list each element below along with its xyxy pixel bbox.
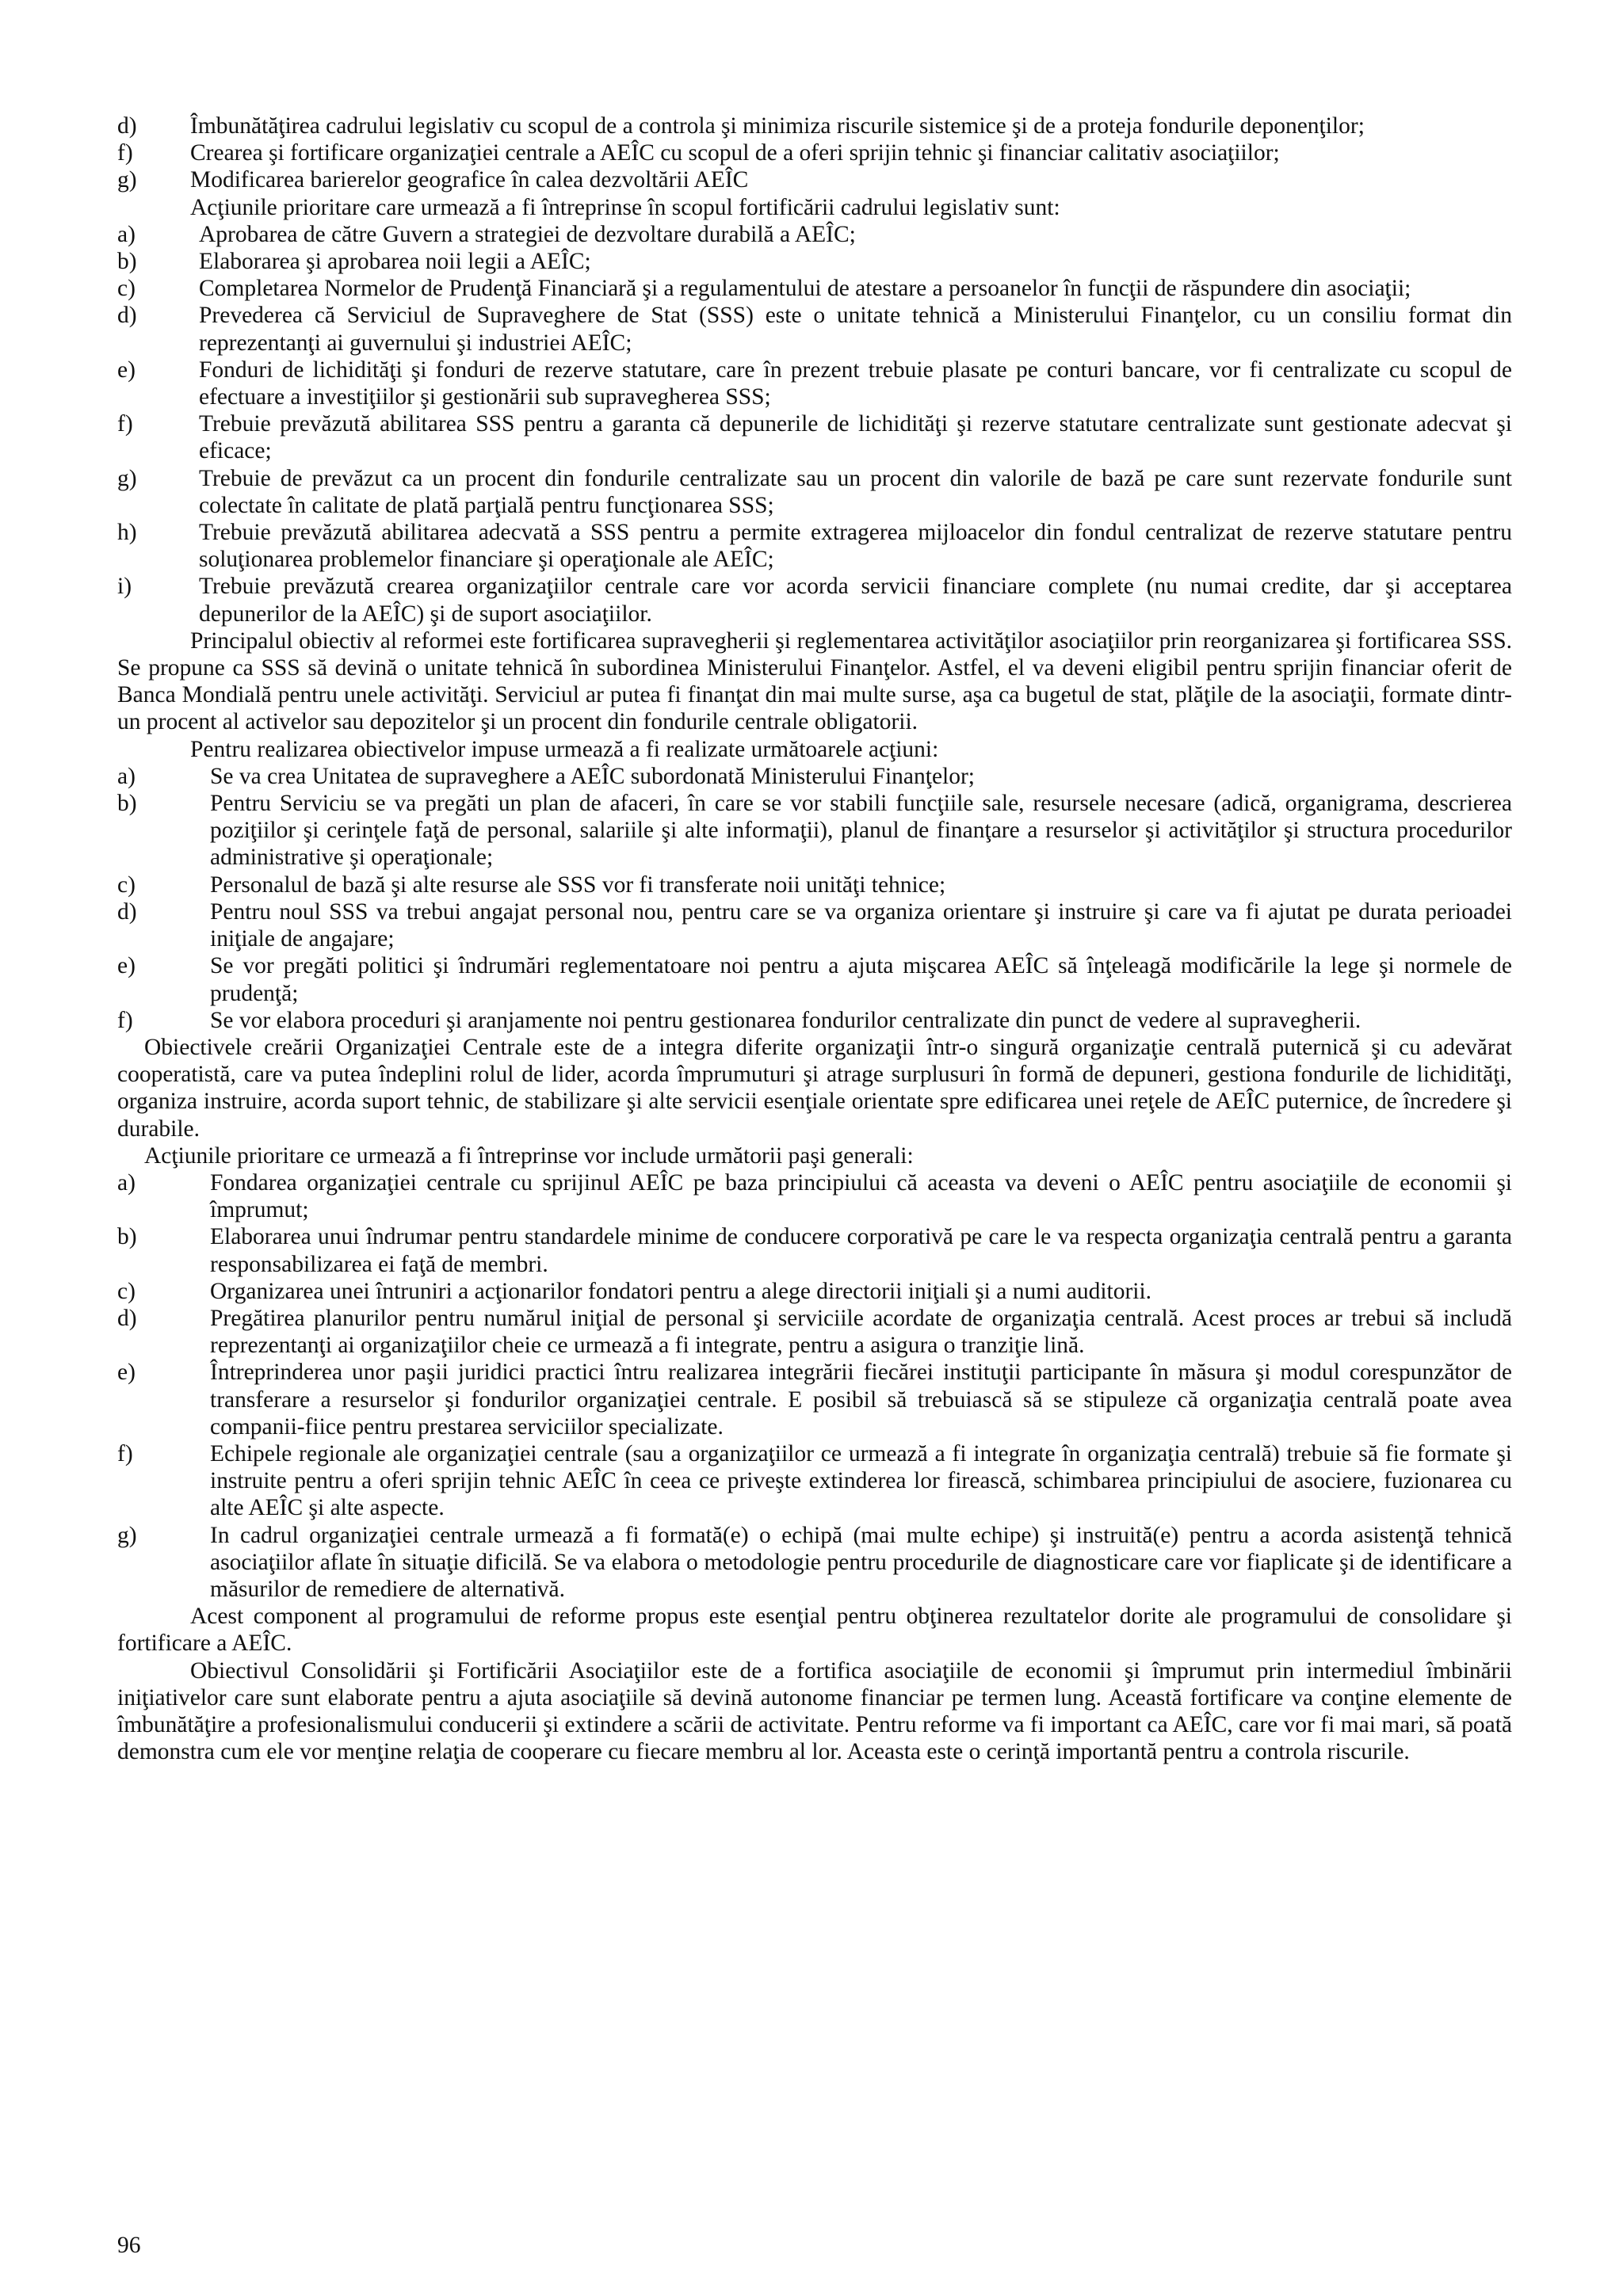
paragraph-main-objective: Principalul obiectiv al reformei este fortificarea supravegherii şi reglementarea activităţilor asociaţiilor prin reorganizarea şi fortificarea SSS. Se propune ca SSS să devină o unitate tehnică în subordinea Ministerului Finanţelor. Astfel, el va deveni eligibil pentru sprijin financiar oferit de Banca Mondială pentru unele activităţi. Serviciul ar putea fi finanţat din mai multe surse, aşa ca bugetul de stat, plăţile de la asociaţii, formate dintr-un procent al activelor sau depozitelor şi un procent din fondurile centrale obligatorii. bbox=[117, 627, 1512, 735]
list-item bbox=[117, 898, 1512, 952]
legislative-actions-list bbox=[117, 221, 1512, 627]
paragraph-reform-component: Acest component al programului de reforme propus este esenţial pentru obţinerea rezultatelor dorite ale programului de consolidare şi fortificare a AEÎC. bbox=[117, 1604, 1512, 1657]
item-text: In cadrul organizaţiei centrale urmează a fi formată(e) o echipă (mai multe echipe) şi instruită(e) pentru a acorda asistenţă tehnică asociaţiilor aflate în situaţie dificilă. Se va elabora o metodologie pentru procedurile de diagnosticare care vor fiaplicate şi de identificare a măsurilor de remediere de alternativă. bbox=[210, 1522, 1512, 1602]
item-label: e) bbox=[117, 357, 136, 383]
item-text: Pregătirea planurilor pentru numărul iniţial de personal şi serviciile acordate de organizaţia centrală. Acest proces ar trebui să includă reprezentanţi ai organizaţiilor cheie ce urmează a fi integrate, pentru a asigura o tranziţie lină. bbox=[210, 1305, 1512, 1359]
item-label: e) bbox=[117, 953, 136, 979]
item-text: Elaborarea şi aprobarea noii legii a AEÎC; bbox=[199, 249, 591, 275]
item-label: b) bbox=[117, 249, 137, 275]
list-item bbox=[117, 519, 1512, 573]
item-label: d) bbox=[117, 898, 137, 925]
item-text: Se va crea Unitatea de supraveghere a AEÎC subordonată Ministerului Finanţelor; bbox=[210, 763, 976, 789]
paragraph-central-organization: Obiectivele creării Organizaţiei Centrale este de a integra diferite organizaţii într-o singură organizaţie centrală puternică şi cu adevărat cooperatistă, care va putea îndeplini rolul de lider, acorda împrumuturi şi atrage surplusuri în formă de depuneri, gestiona fondurile de lichidităţi, organiza instruire, acorda suport tehnic, de stabilizare şi alte servicii esenţiale orientate spre edificarea unei reţele de AEÎC puternice, de încredere şi durabile. bbox=[117, 1034, 1512, 1142]
item-text: Îmbunătăţirea cadrului legislativ cu scopul de a controla şi minimiza riscurile sistemice şi de a proteja fondurile deponenţilor; bbox=[190, 113, 1365, 139]
item-label: e) bbox=[117, 1360, 136, 1386]
item-text: Trebuie de prevăzut ca un procent din fondurile centralizate sau un procent din valorile de bază pe care sunt rezervate fondurile sunt colectate în calitate de plată parţială pentru funcţionarea SSS; bbox=[199, 465, 1512, 518]
item-text: Fondarea organizaţiei centrale cu sprijinul AEÎC pe baza principiului că aceasta va deveni o AEÎC pentru asociaţiile de economii şi împrumut; bbox=[210, 1169, 1512, 1223]
list-item bbox=[117, 952, 1512, 1006]
list-item bbox=[117, 1359, 1512, 1440]
item-label: g) bbox=[117, 465, 137, 491]
item-label: c) bbox=[117, 871, 136, 898]
item-text: Fonduri de lichidităţi şi fonduri de rezerve statutare, care în prezent trebuie plasate pe conturi bancare, vor fi centralizate cu scopul de efectuare a investiţiilor şi gestionării sub supravegherea SSS; bbox=[199, 357, 1512, 410]
list-item bbox=[117, 113, 1512, 139]
item-label: d) bbox=[117, 303, 137, 329]
list-item bbox=[117, 221, 1512, 248]
general-steps-list bbox=[117, 1169, 1512, 1603]
paragraph-actions-intro: Pentru realizarea obiectivelor impuse urmează a fi realizate următoarele acţiuni: bbox=[190, 736, 939, 762]
item-label: d) bbox=[117, 113, 137, 139]
item-text: Întreprinderea unor paşii juridici practici întru realizarea integrării fiecărei instituţii participante în măsura şi modul corespunzător de transferare a resurselor şi fondurilor organizaţiei centrale. E posibil să trebuiască să se stipuleze că organizaţia centrală poate avea companii-fiice pentru prestarea serviciilor specializate. bbox=[210, 1360, 1512, 1440]
list-item bbox=[117, 573, 1512, 627]
item-label: b) bbox=[117, 791, 137, 817]
item-label: d) bbox=[117, 1305, 137, 1331]
item-label: f) bbox=[117, 1440, 133, 1466]
item-label: a) bbox=[117, 763, 136, 789]
item-text: Modificarea barierelor geografice în calea dezvoltării AEÎC bbox=[190, 167, 749, 193]
item-label: c) bbox=[117, 1278, 136, 1304]
list-item bbox=[117, 410, 1512, 464]
item-label: h) bbox=[117, 520, 137, 546]
list-item bbox=[117, 1278, 1512, 1305]
list-item bbox=[117, 871, 1512, 898]
list-item bbox=[117, 357, 1512, 410]
item-label: b) bbox=[117, 1224, 137, 1250]
item-text: Se vor elabora proceduri şi aranjamente noi pentru gestionarea fondurilor centralizate din punct de vedere al supravegherii. bbox=[210, 1007, 1361, 1033]
item-text: Crearea şi fortificare organizaţiei centrale a AEÎC cu scopul de a oferi sprijin tehnic şi financiar calitativ asociaţiilor; bbox=[190, 140, 1280, 166]
list-item bbox=[117, 166, 1512, 193]
item-label: f) bbox=[117, 140, 133, 166]
list-item bbox=[117, 1007, 1512, 1034]
item-text: Organizarea unei întruniri a acţionarilor fondatori pentru a alege directorii iniţiali şi a numi auditorii. bbox=[210, 1278, 1152, 1304]
page-number: 96 bbox=[117, 2233, 141, 2258]
item-label: f) bbox=[117, 1007, 133, 1033]
item-text: Pentru Serviciu se va pregăti un plan de afaceri, în care se vor stabili funcţiile sale, resursele necesare (adică, organigrama, descrierea poziţiilor şi cerinţele faţă de personal, salariile şi alte informaţii), planul de finanţare a resurselor şi activităţilor şi structura procedurilor administrative şi operaţionale; bbox=[210, 791, 1512, 871]
list-item bbox=[117, 1169, 1512, 1223]
item-label: g) bbox=[117, 1522, 137, 1548]
item-text: Pentru noul SSS va trebui angajat personal nou, pentru care se va organiza orientare şi instruire şi care va fi ajutat pe durata perioadei iniţiale de angajare; bbox=[210, 898, 1512, 952]
item-label: a) bbox=[117, 1169, 136, 1196]
item-text: Trebuie prevăzută abilitarea SSS pentru a garanta că depunerile de lichidităţi şi rezerve statutare centralizate sunt gestionate adecvat şi eficace; bbox=[199, 411, 1512, 464]
paragraph-legislative-actions: Acţiunile prioritare care urmează a fi întreprinse în scopul fortificării cadrului legislativ sunt: bbox=[190, 194, 1060, 220]
item-label: a) bbox=[117, 221, 136, 247]
list-item bbox=[117, 790, 1512, 871]
list-item bbox=[117, 139, 1512, 166]
item-label: g) bbox=[117, 167, 137, 193]
item-label: f) bbox=[117, 411, 133, 437]
list-item bbox=[117, 465, 1512, 519]
item-text: Trebuie prevăzută crearea organizaţiilor centrale care vor acorda servicii financiare complete (nu numai credite, dar şi acceptarea depunerilor de la AEÎC) şi de suport asociaţiilor. bbox=[199, 574, 1512, 627]
list-item bbox=[117, 1305, 1512, 1359]
item-text: Echipele regionale ale organizaţiei centrale (sau a organizaţiilor ce urmează a fi integrate în organizaţia centrală) trebuie să fie formate şi instruite pentru a oferi sprijin tehnic AEÎC în ceea ce priveşte extinderea lor firească, schimbarea principiului de asociere, fuzionarea cu alte AEÎC şi alte aspecte. bbox=[210, 1440, 1512, 1521]
item-text: Trebuie prevăzută abilitarea adecvată a SSS pentru a permite extragerea mijloacelor din fondul centralizat de rezerve statutare pentru soluţionarea problemelor financiare şi operaţionale ale AEÎC; bbox=[199, 520, 1512, 573]
paragraph-consolidation-objective: Obiectivul Consolidării şi Fortificării Asociaţiilor este de a fortifica asociaţiile de economii şi împrumut prin intermediul îmbinării iniţiativelor care sunt elaborate pentru a ajuta asociaţiile să devină autonome financiar pe termen lung. Această fortificare va conţine elemente de îmbunătăţire a profesionalismului conducerii şi extindere a scării de activitate. Pentru reforme va fi important ca AEÎC, care vor fi mai mari, să poată demonstra cum ele vor menţine relaţia de cooperare cu fiecare membru al lor. Aceasta este o cerinţă importantă pentru a controla riscurile. bbox=[117, 1657, 1512, 1765]
list-item bbox=[117, 302, 1512, 356]
item-label: c) bbox=[117, 276, 136, 302]
item-text: Se vor pregăti politici şi îndrumări reglementatoare noi pentru a ajuta mişcarea AEÎC să înţeleagă modificările la lege şi normele de prudenţă; bbox=[210, 953, 1512, 1006]
list-item bbox=[117, 248, 1512, 275]
sss-actions-list bbox=[117, 763, 1512, 1034]
item-text: Personalul de bază şi alte resurse ale SSS vor fi transferate noii unităţi tehnice; bbox=[210, 871, 946, 898]
list-item bbox=[117, 763, 1512, 790]
list-item bbox=[117, 1223, 1512, 1277]
item-label: i) bbox=[117, 574, 132, 600]
item-text: Aprobarea de către Guvern a strategiei de dezvoltare durabilă a AEÎC; bbox=[199, 221, 856, 247]
item-text: Prevederea că Serviciul de Supraveghere de Stat (SSS) este o unitate tehnică a Ministerului Finanţelor, cu un consiliu format din reprezentanţi ai guvernului şi industriei AEÎC; bbox=[199, 303, 1512, 356]
item-text: Completarea Normelor de Prudenţă Financiară şi a regulamentului de atestare a persoanelor în funcţii de răspundere din asociaţii; bbox=[199, 276, 1411, 302]
list-item bbox=[117, 1522, 1512, 1604]
list-item bbox=[117, 275, 1512, 302]
list-item bbox=[117, 1440, 1512, 1522]
item-text: Elaborarea unui îndrumar pentru standardele minime de conducere corporativă pe care le va respecta organizaţia centrală pentru a garanta responsabilizarea ei faţă de membri. bbox=[210, 1224, 1512, 1277]
paragraph-steps-intro: Acţiunile prioritare ce urmează a fi întreprinse vor include următorii paşi generali: bbox=[144, 1142, 914, 1169]
objectives-list bbox=[117, 113, 1512, 194]
